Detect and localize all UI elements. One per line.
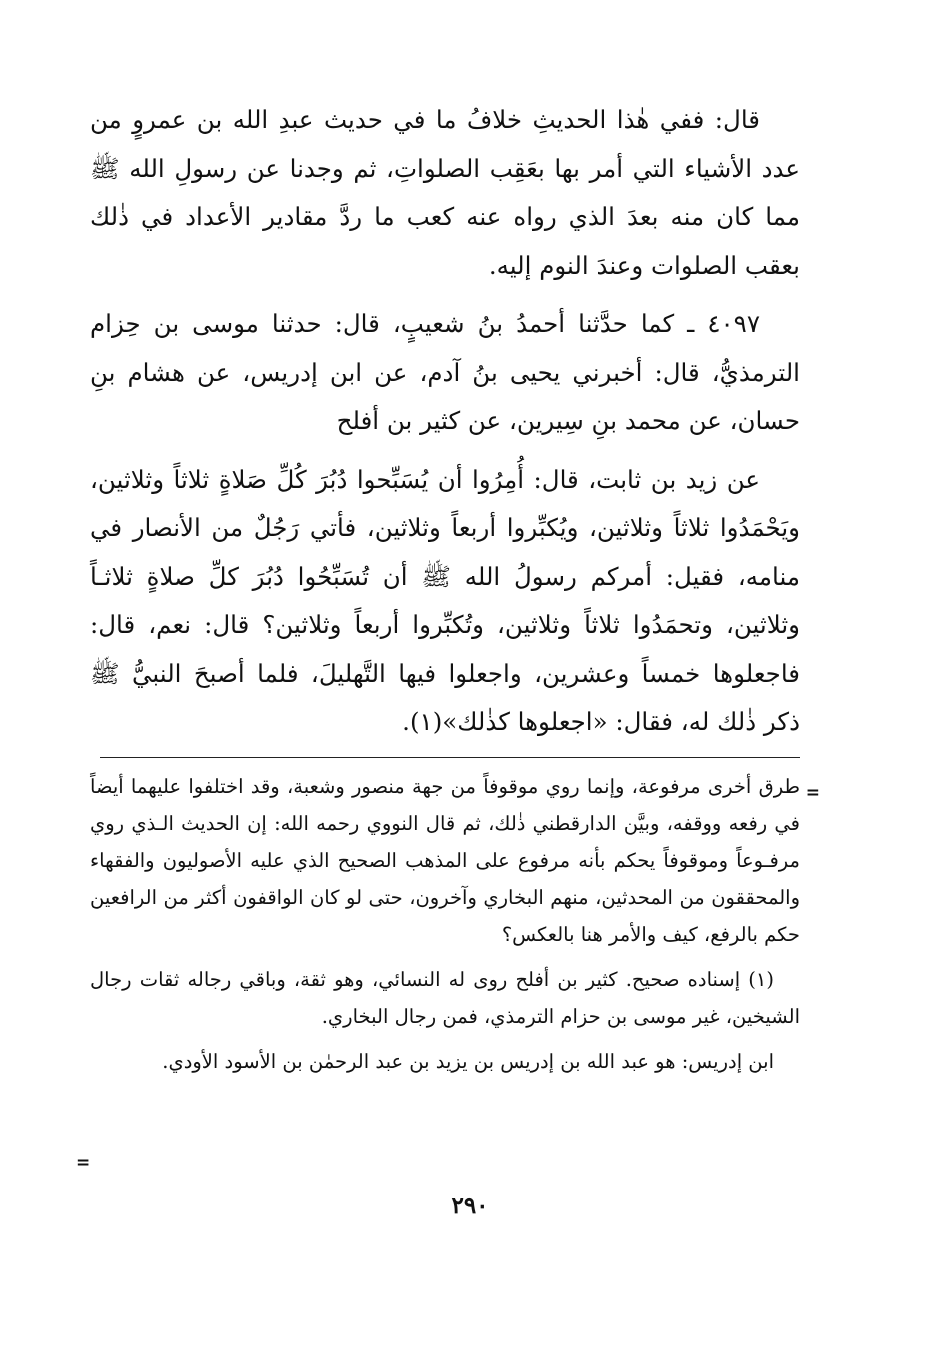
- footnote-1-note: ابن إدريس: هو عبد الله بن إدريس بن يزيد بن عبد الرحمٰن بن الأسود الأودي.: [162, 1049, 774, 1073]
- hadith-4097-matn: عن زيد بن ثابت، قال: أُمِرُوا أن يُسَبِّحوا دُبُرَ كُلِّ صَلاةٍ ثلاثاً وثلاثين، ويَحْمَدُوا ثلاثاً وثلاثين، ويُكبِّروا أربعاً وثلاثين، فأتي رَجُلٌ من الأنصار في منامه، فقيل: أمركم رسولُ الله ﷺ أن تُسَبِّحُوا دُبُرَ كلِّ صلاةٍ ثلاثـاً وثلاثين، وتحمَدُوا ثلاثاً وثلاثين، وتُكبِّروا أربعاً وثلاثين؟ قال: نعم، قال: فاجعلوها خمساً وعشرين، واجعلوا فيها التَّهليلَ، فلما أصبحَ النبيُّ ﷺ ذكر ذٰلك له، فقال: «اجعلوها كذٰلك»(١).: [90, 464, 800, 736]
- main-text: [90, 96, 800, 747]
- footnote-continuation: طرق أخرى مرفوعة، وإنما روي موقوفاً من جهة منصور وشعبة، وقد اختلفوا عليهما أيضاً في رفعه ووقفه، وبيَّن الدارقطني ذٰلك، ثم قال النووي رحمه الله: إن الحديث الـذي روي مرفـوعاً وموقوفاً يحكم بأنه مرفوع على المذهب الصحيح الذي عليه الأصوليون والفقهاء والمحققون من المحدثين، منهم البخاري وآخرون، حتى لو كان الواقفون أكثر من الرافعين حكم بالرفع، كيف والأمر هنا بالعكس؟: [90, 774, 800, 946]
- footnote-end-mark: =: [76, 1153, 91, 1173]
- footnotes: [90, 768, 800, 1080]
- footnote-separator: [100, 757, 800, 758]
- page-body: [90, 96, 800, 1088]
- hadith-4097-isnad: ٤٠٩٧ ـ كما حدَّثنا أحمدُ بنُ شعيبٍ، قال: حدثنا موسى بن حِزام الترمذيُّ، قال: أخبرني يحيى بنُ آدم، عن ابن إدريس، عن هشام بنِ حسان، عن محمد بنِ سِيرين، عن كثير بن أفلح: [90, 309, 800, 435]
- footnote-1: (١) إسناده صحيح. كثير بن أفلح روى له النسائي، وهو ثقة، وباقي رجاله ثقات رجال الشيخين، غير موسى بن حزام الترمذي، فمن رجال البخاري.: [90, 967, 800, 1028]
- footnote-continuation-mark: =: [805, 783, 820, 803]
- page-number: ٢٩٠: [451, 1192, 489, 1219]
- main-paragraph-1: قال: ففي هٰذا الحديثِ خلافُ ما في حديث عبدِ الله بن عمروٍ من عدد الأشياء التي أمر بها بعَقِب الصلواتِ، ثم وجدنا عن رسولِ الله ﷺ مما كان منه بعدَ الذي رواه عنه كعب ما ردَّ مقادير الأعداد في ذٰلك بعقب الصلوات وعندَ النوم إليه.: [90, 105, 800, 280]
